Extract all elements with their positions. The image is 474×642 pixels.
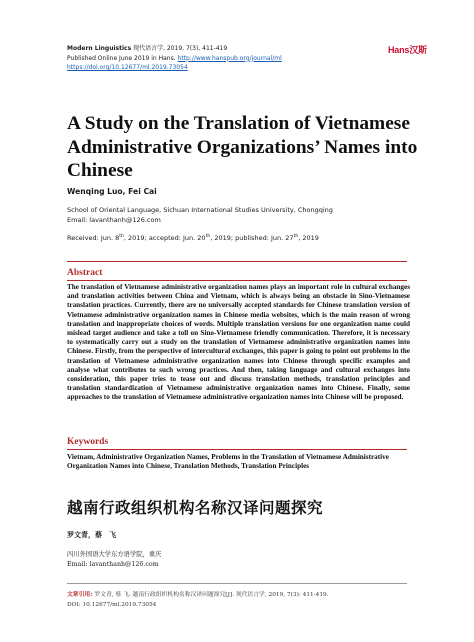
chinese-authors: 罗文青，蔡 飞 <box>67 530 116 539</box>
email: Email: lavanthanh@126.com <box>67 215 161 224</box>
journal-name: Modern Linguistics <box>67 45 132 52</box>
citation-doi: DOI: 10.12677/ml.2019.73054 <box>67 602 157 608</box>
hans-logo: Hans汉斯 <box>388 45 427 55</box>
journal-header <box>67 44 282 73</box>
keywords-heading: Keywords <box>67 437 109 447</box>
affiliation: School of Oriental Language, Sichuan International Studies University, Chongqing <box>67 206 333 214</box>
authors: Wenqing Luo, Fei Cai <box>67 187 157 196</box>
chinese-email: Email: lavanthanh@126.com <box>67 561 159 568</box>
abstract-rule-bottom <box>67 280 407 281</box>
citation-block <box>67 590 329 610</box>
journal-cn-info: 现代语言学, 2019, 7(3), 411-419 <box>131 45 228 52</box>
chinese-title: 越南行政组织机构名称汉译问题探究 <box>67 498 324 517</box>
dates-line <box>67 234 319 242</box>
abstract-heading: Abstract <box>67 268 103 278</box>
paper-title: A Study on the Translation of Vietnamese Administrative Organizations’ Names into Chinese <box>67 113 418 181</box>
abstract-text: The translation of Vietnamese administrative organization names plays an important role in cultural exchanges and translation activities between China and Vietnam, which is always being an obstacle in Sino-Vietnamese translation practices. Currently, there are no universally accepted standards for Chinese translation version of Vietnamese administrative organization names in Chinese media websites, which is the main reason of wrong translation and inappropriate choices of words. Multiple translation versions for one organization name could mislead target audience and take a toll on Sino-Vietnamese friendly communication. Therefore, it is necessary to systematically carry out a study on the translation of Vietnamese administrative organization names into Chinese. Firstly, from the perspective of intercultural exchanges, this paper is going to point out problems in the translation of Vietnamese administrative organization names into Chinese through specific examples and analyse what contributes to such wrong practices. And then, taking language and cultural exchanges into consideration, this paper tries to tease out and discuss translation methods, translation principles and translation standardization of Vietnamese administrative organization names into Chinese. Finally, some approaches to the translation of Vietnamese administrative organization names into Chinese will be proposed. <box>67 283 410 402</box>
journal-link[interactable]: http://www.hanspub.org/journal/ml <box>177 54 282 62</box>
abstract-rule-top <box>67 261 407 262</box>
accepted-sup: th <box>205 234 211 239</box>
doi-link[interactable]: https://doi.org/10.12677/ml.2019.73054 <box>67 64 188 71</box>
dates-suffix: , 2019 <box>298 234 319 243</box>
citation-rule <box>67 583 407 584</box>
received-date: Received: Jun. 8 <box>67 234 120 243</box>
citation-label: 文章引用: <box>67 592 95 598</box>
chinese-affiliation: 四川外国语大学东方语学院，重庆 <box>67 551 162 558</box>
published-online: Published Online June 2019 in Hans. <box>67 54 178 62</box>
keywords-text: Vietnam, Administrative Organization Names, Problems in the Translation of Vietnamese Administrative Organization Names into Chinese, Translation Methods, Translation Principles <box>67 453 389 471</box>
citation-text: 罗文青, 蔡 飞. 越南行政组织机构名称汉译问题探究[J]. 现代语言学, 2019, 7(3): 411-419. <box>94 592 329 598</box>
accepted-date: , 2019; accepted: Jun. 20 <box>123 234 206 243</box>
published-sup: th <box>293 234 299 239</box>
published-date: , 2019; published: Jun. 27 <box>210 234 294 243</box>
affiliation-block <box>67 206 333 225</box>
chinese-affiliation-block <box>67 550 161 570</box>
keywords-rule <box>67 449 407 450</box>
received-sup: th <box>119 234 124 239</box>
